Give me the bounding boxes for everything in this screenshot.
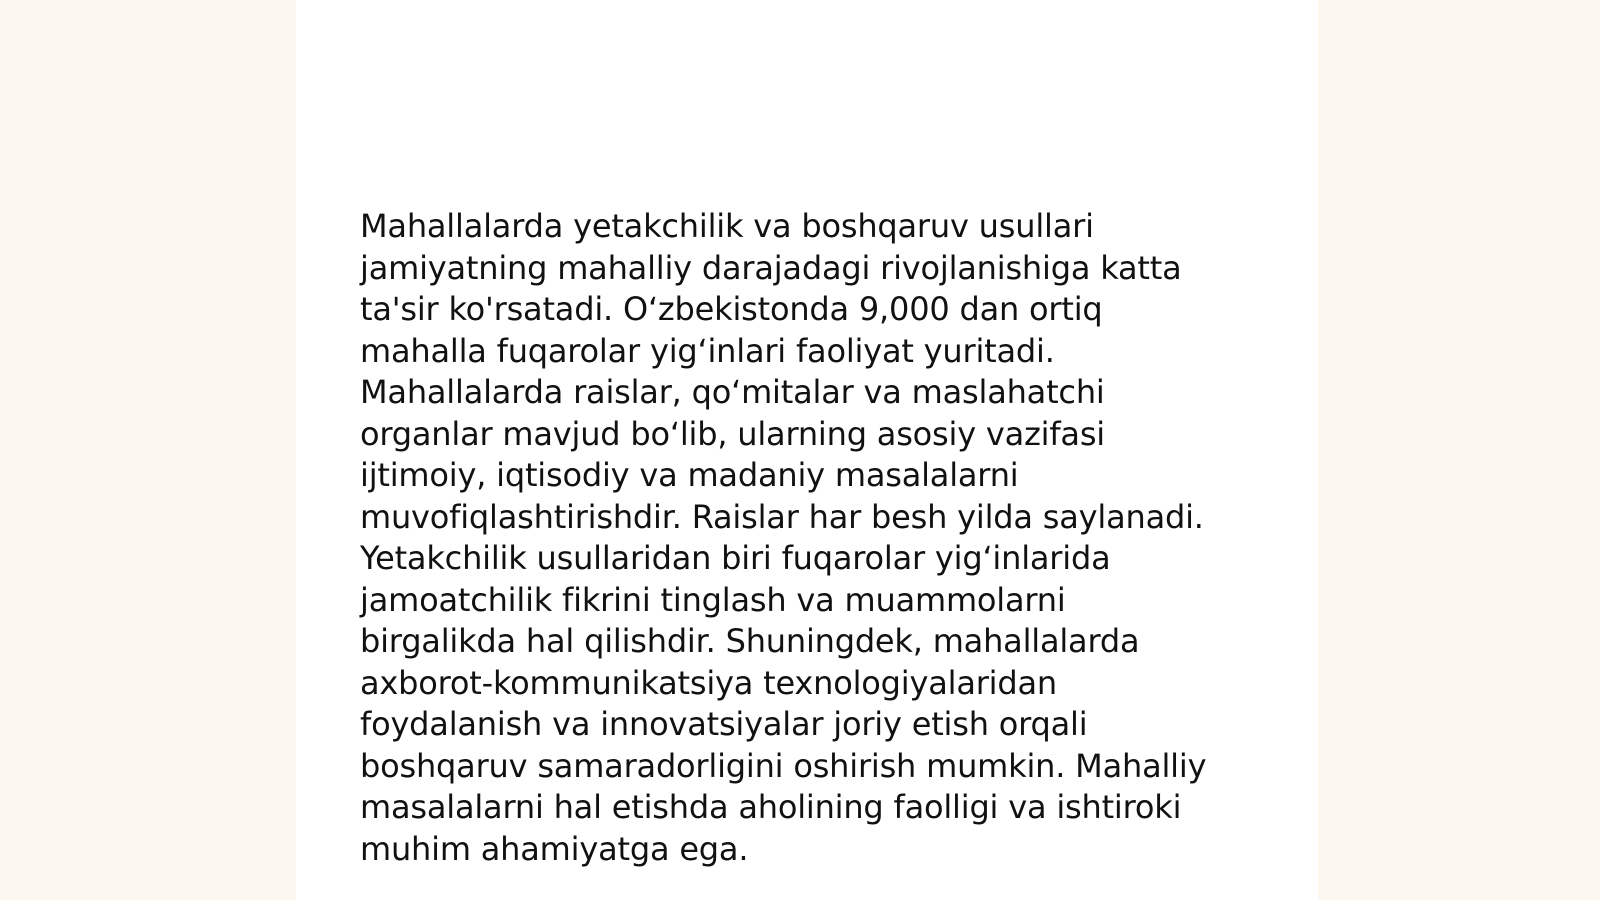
text-line: foydalanish va innovatsiyalar joriy etish orqali <box>360 705 1088 743</box>
text-line: Mahallalarda yetakchilik va boshqaruv usullari <box>360 207 1094 245</box>
text-line: Mahallalarda raislar, qo‘mitalar va maslahatchi <box>360 373 1105 411</box>
text-line: muvofiqlashtirishdir. Raislar har besh yilda saylanadi. <box>360 497 1204 536</box>
document-page <box>296 0 1318 900</box>
text-line: organlar mavjud bo‘lib, ularning asosiy vazifasi <box>360 414 1105 453</box>
text-line: mahalla fuqarolar yig‘inlari faoliyat yuritadi. <box>360 331 1055 370</box>
text-line: axborot-kommunikatsiya texnologiyalaridan <box>360 663 1057 702</box>
text-line: masalalarni hal etishda aholining faolligi va ishtiroki <box>360 788 1182 826</box>
text-line: jamiyatning mahalliy darajadagi rivojlanishiga katta <box>360 248 1182 287</box>
body-paragraph <box>360 206 1250 870</box>
text-line: boshqaruv samaradorligini oshirish mumkin. Mahalliy <box>360 746 1207 785</box>
text-line: ta'sir ko'rsatadi. O‘zbekistonda 9,000 dan ortiq <box>360 290 1103 328</box>
text-line: Yetakchilik usullaridan biri fuqarolar yig‘inlarida <box>360 539 1111 577</box>
text-line: birgalikda hal qilishdir. Shuningdek, mahallalarda <box>360 622 1140 660</box>
text-line: ijtimoiy, iqtisodiy va madaniy masalalarni <box>360 456 1019 494</box>
text-line: muhim ahamiyatga ega. <box>360 829 749 868</box>
text-line: jamoatchilik fikrini tinglash va muammolarni <box>360 580 1066 619</box>
